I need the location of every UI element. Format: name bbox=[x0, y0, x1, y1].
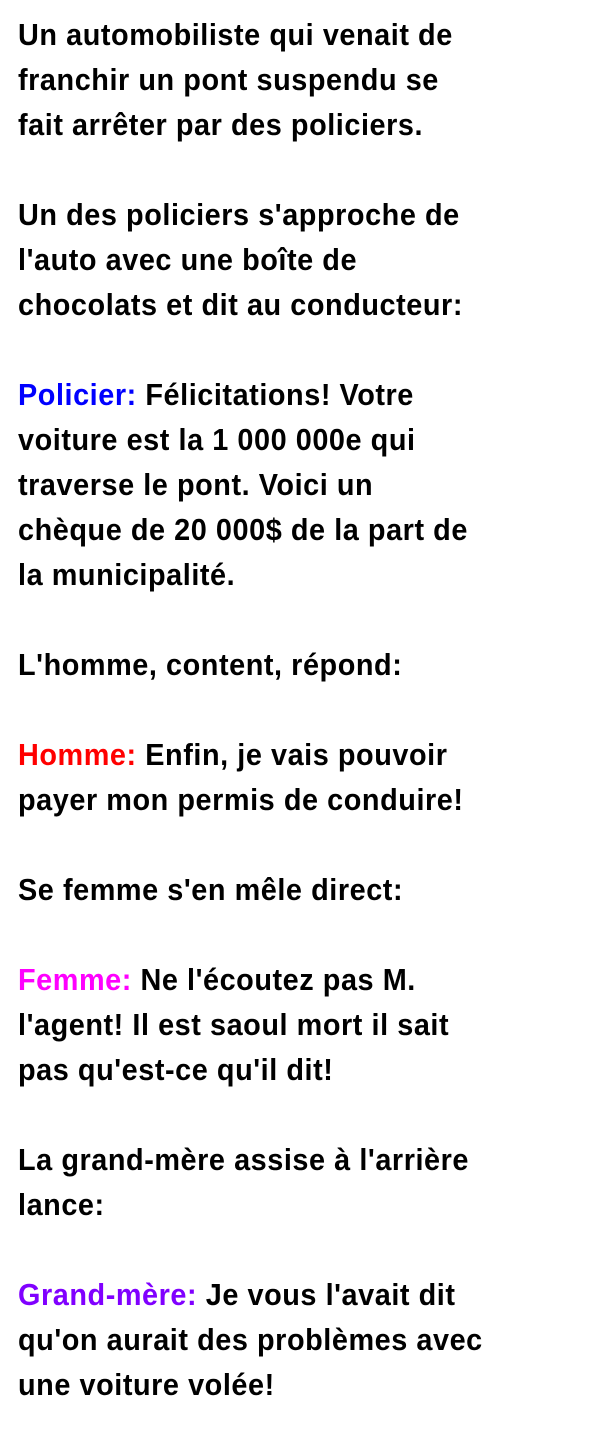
text-line: fait arrêter par des policiers. bbox=[18, 107, 424, 142]
text-line: l'agent! Il est saoul mort il sait bbox=[18, 1007, 450, 1042]
dialogue-first-line bbox=[18, 1272, 550, 1317]
text-line: traverse le pont. Voici un bbox=[18, 467, 374, 502]
text-line: Un des policiers s'approche de bbox=[18, 197, 460, 232]
dialogue-text: Ne l'écoutez pas M. bbox=[131, 962, 416, 997]
text-line: qu'on aurait des problèmes avec bbox=[18, 1322, 483, 1357]
text-line: voiture est la 1 000 000e qui bbox=[18, 422, 416, 457]
policier-dialogue bbox=[18, 372, 550, 597]
text-line: Se femme s'en mêle direct: bbox=[18, 872, 404, 907]
dialogue-text: Félicitations! Votre bbox=[136, 377, 414, 412]
homme-intro-paragraph bbox=[18, 642, 550, 687]
text-line: payer mon permis de conduire! bbox=[18, 782, 464, 817]
dialogue-first-line bbox=[18, 957, 550, 1002]
text-line: franchir un pont suspendu se bbox=[18, 62, 439, 97]
speaker-label-homme: Homme: bbox=[18, 737, 137, 772]
text-line: lance: bbox=[18, 1187, 105, 1222]
text-line: chèque de 20 000$ de la part de bbox=[18, 512, 468, 547]
text-line: L'homme, content, répond: bbox=[18, 647, 403, 682]
text-line: la municipalité. bbox=[18, 557, 236, 592]
dialogue-text: Enfin, je vais pouvoir bbox=[136, 737, 448, 772]
homme-dialogue bbox=[18, 732, 550, 822]
intro-paragraph bbox=[18, 12, 550, 147]
text-line: l'auto avec une boîte de bbox=[18, 242, 358, 277]
femme-dialogue bbox=[18, 957, 550, 1092]
dialogue-text: Je vous l'avait dit bbox=[197, 1277, 456, 1312]
grandmere-intro-paragraph bbox=[18, 1137, 550, 1227]
speaker-label-femme: Femme: bbox=[18, 962, 132, 997]
dialogue-first-line bbox=[18, 372, 550, 417]
text-line: Un automobiliste qui venait de bbox=[18, 17, 453, 52]
text-line: La grand-mère assise à l'arrière bbox=[18, 1142, 470, 1177]
joke-text bbox=[18, 12, 550, 1452]
text-line: pas qu'est-ce qu'il dit! bbox=[18, 1052, 334, 1087]
speaker-label-grandmere: Grand-mère: bbox=[18, 1277, 198, 1312]
femme-intro-paragraph bbox=[18, 867, 550, 912]
grandmere-dialogue bbox=[18, 1272, 550, 1407]
dialogue-first-line bbox=[18, 732, 550, 777]
speaker-label-policier: Policier: bbox=[18, 377, 137, 412]
text-line: une voiture volée! bbox=[18, 1367, 275, 1402]
text-line: chocolats et dit au conducteur: bbox=[18, 287, 463, 322]
approach-paragraph bbox=[18, 192, 550, 327]
